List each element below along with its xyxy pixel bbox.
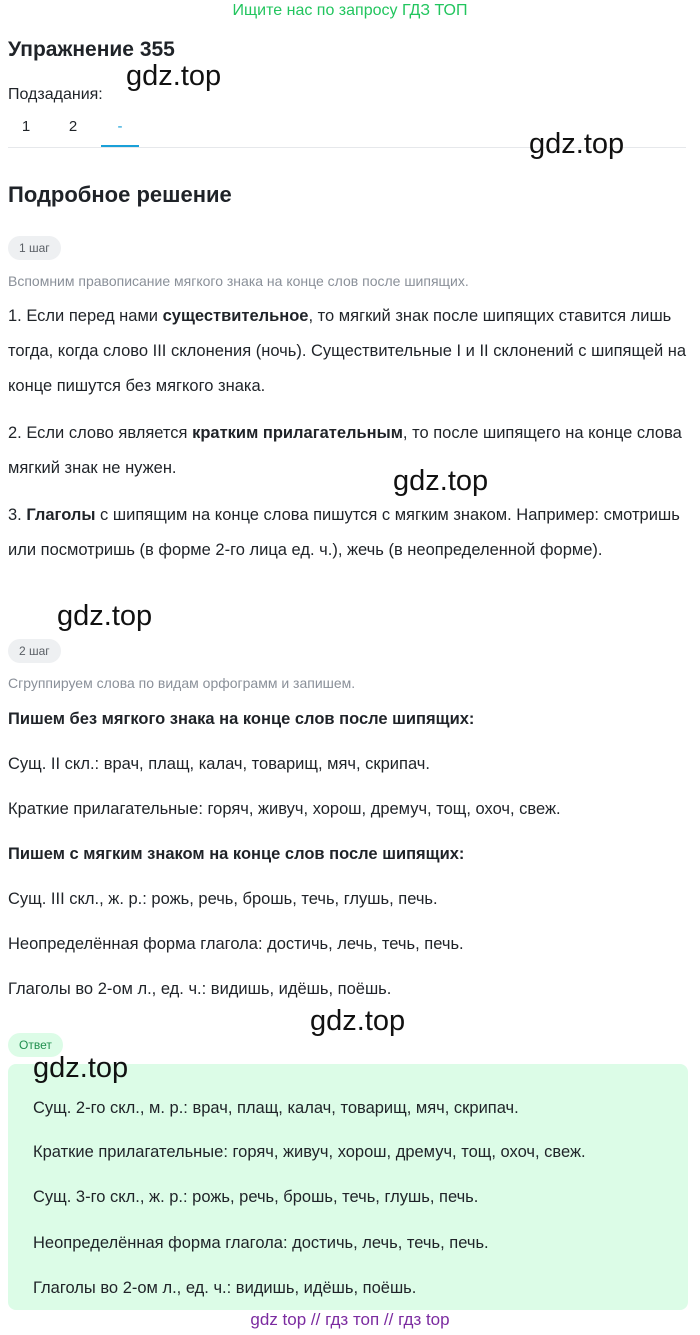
group-line: Глаголы во 2-ом л., ед. ч.: видишь, идёшь, поёшь. [8,980,392,998]
answer-line: Краткие прилагательные: горяч, живуч, хорош, дремуч, тощ, охоч, свеж. [33,1143,586,1161]
step-badge-2: 2 шаг [8,639,61,663]
step-hint-2: Сгруппируем слова по видам орфограмм и запишем. [8,675,356,691]
rule-paragraph-1: 1. Если перед нами существительное, то мягкий знак после шипящих ставится лишь тогда, когда слово III склонения (ночь). Существительные I и II склонений с шипящей на конце пишутся без мягкого знака. [8,307,687,395]
subtasks-label: Подзадания: [8,86,103,103]
group-heading-2: Пишем с мягким знаком на конце слов после шипящих: [8,845,465,863]
group-line: Неопределённая форма глагола: достичь, лечь, течь, печь. [8,935,464,953]
group-heading-1: Пишем без мягкого знака на конце слов после шипящих: [8,710,475,728]
watermark: gdz.top [126,60,222,92]
answer-line: Глаголы во 2-ом л., ед. ч.: видишь, идёшь, поёшь. [33,1279,417,1297]
watermark: gdz.top [33,1052,129,1084]
group-line: Сущ. III скл., ж. р.: рожь, речь, брошь, течь, глушь, печь. [8,890,438,908]
step-hint-1: Вспомним правописание мягкого знака на конце слов после шипящих. [8,273,469,289]
tab-subtask-1[interactable]: 1 [21,118,31,135]
answer-line: Сущ. 2-го скл., м. р.: врач, плащ, калач, товарищ, мяч, скрипач. [33,1099,519,1117]
answer-line: Неопределённая форма глагола: достичь, лечь, течь, печь. [33,1234,489,1252]
group-line: Сущ. II скл.: врач, плащ, калач, товарищ, мяч, скрипач. [8,755,430,773]
step-badge-1: 1 шаг [8,236,61,260]
tab-subtask-2[interactable]: 2 [68,118,78,135]
watermark: gdz.top [393,465,489,497]
watermark: gdz.top [310,1005,406,1037]
rule-paragraph-2: 2. Если слово является кратким прилагательным, то после шипящего на конце слова мягкий знак не нужен. [8,424,682,477]
rule-paragraph-3: 3. Глаголы с шипящим на конце слова пишутся с мягким знаком. Например: смотришь или посмотришь (в форме 2-го лица ед. ч.), жечь (в неопределенной форме). [8,506,680,559]
answer-badge: Ответ [8,1033,63,1057]
watermark: gdz.top [57,600,153,632]
tab-subtask-active[interactable]: - [117,118,123,135]
watermark: gdz.top [529,128,625,160]
section-title: Подробное решение [8,182,232,207]
answer-line: Сущ. 3-го скл., ж. р.: рожь, речь, брошь, течь, глушь, печь. [33,1188,479,1206]
group-line: Краткие прилагательные: горяч, живуч, хорош, дремуч, тощ, охоч, свеж. [8,800,561,818]
bottom-banner[interactable]: gdz top // гдз топ // гдз top [250,1310,450,1329]
top-banner[interactable]: Ищите нас по запросу ГДЗ ТОП [232,2,468,19]
page-title: Упражнение 355 [8,38,175,61]
